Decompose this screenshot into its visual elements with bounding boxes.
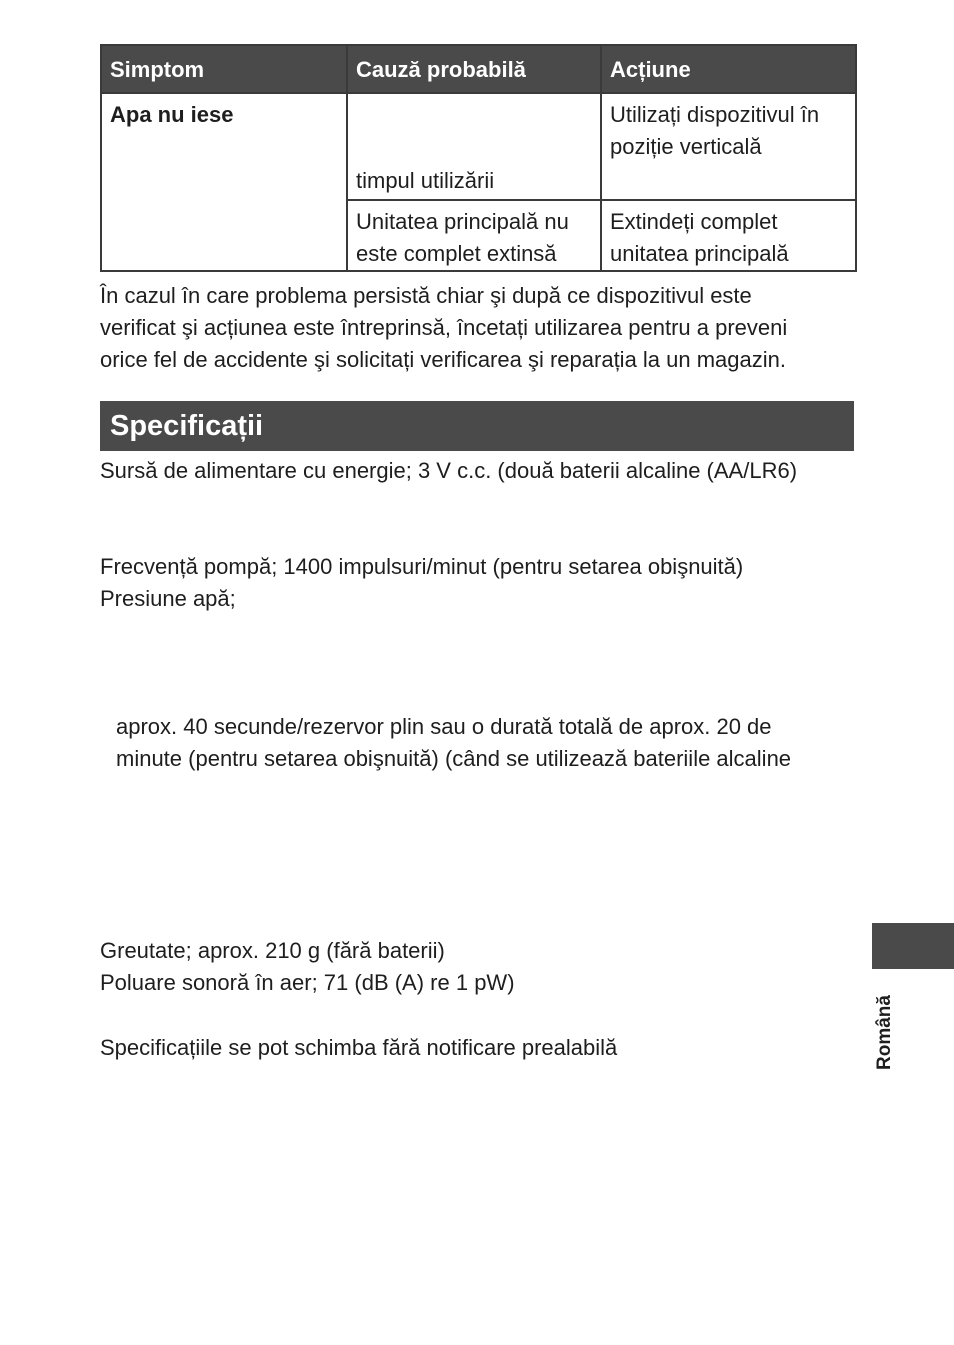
troubleshooting-table	[100, 44, 857, 272]
header-cause: Cauză probabilă	[347, 45, 601, 93]
table-header-row	[101, 45, 856, 93]
note-line-1: În cazul în care problema persistă chiar şi după ce dispozitivul este	[100, 283, 752, 308]
cause-cell	[347, 200, 601, 271]
action-cell	[601, 200, 856, 271]
language-tab	[872, 923, 954, 969]
spec-weight: Greutate; aprox. 210 g (fără baterii)	[100, 938, 445, 963]
spec-time-line-1: aprox. 40 secunde/rezervor plin sau o durată totală de aprox. 20 de	[116, 714, 772, 739]
note-line-3: orice fel de accidente şi solicitați verificarea şi reparația la un magazin.	[100, 347, 786, 372]
spec-pump: Frecvență pompă; 1400 impulsuri/minut (pentru setarea obişnuită)	[100, 554, 744, 579]
section-title: Specificații	[110, 410, 264, 442]
spec-pressure: Presiune apă;	[100, 586, 236, 611]
spec-disclaimer: Specificațiile se pot schimba fără notificare prealabilă	[100, 1035, 618, 1060]
action-cell	[601, 93, 856, 200]
spec-time-line-2: minute (pentru setarea obişnuită) (când se utilizează bateriile alcaline	[116, 746, 792, 771]
action-text-line1: Utilizați dispozitivul în	[610, 102, 820, 127]
table-row	[101, 93, 856, 200]
action-text-line1: Extindeți complet	[610, 209, 778, 234]
cause-text-line1: Unitatea principală nu	[356, 209, 569, 234]
language-label: Română	[874, 995, 895, 1070]
header-symptom: Simptom	[101, 45, 347, 93]
symptom-cell: Apa nu iese	[101, 93, 347, 271]
cause-text: timpul utilizării	[356, 168, 495, 193]
note-line-2: verificat şi acțiunea este întreprinsă, încetați utilizarea pentru a preveni	[100, 315, 788, 340]
specs-section-header	[100, 401, 854, 451]
cause-cell	[347, 93, 601, 200]
header-action: Acțiune	[601, 45, 856, 93]
spec-power: Sursă de alimentare cu energie; 3 V c.c. (două baterii alcaline (AA/LR6)	[100, 458, 798, 483]
cause-text-line2: este complet extinsă	[356, 241, 557, 266]
action-text-line2: poziție verticală	[610, 134, 762, 159]
action-text-line2: unitatea principală	[610, 241, 789, 266]
spec-noise: Poluare sonoră în aer; 71 (dB (A) re 1 pW)	[100, 970, 515, 995]
